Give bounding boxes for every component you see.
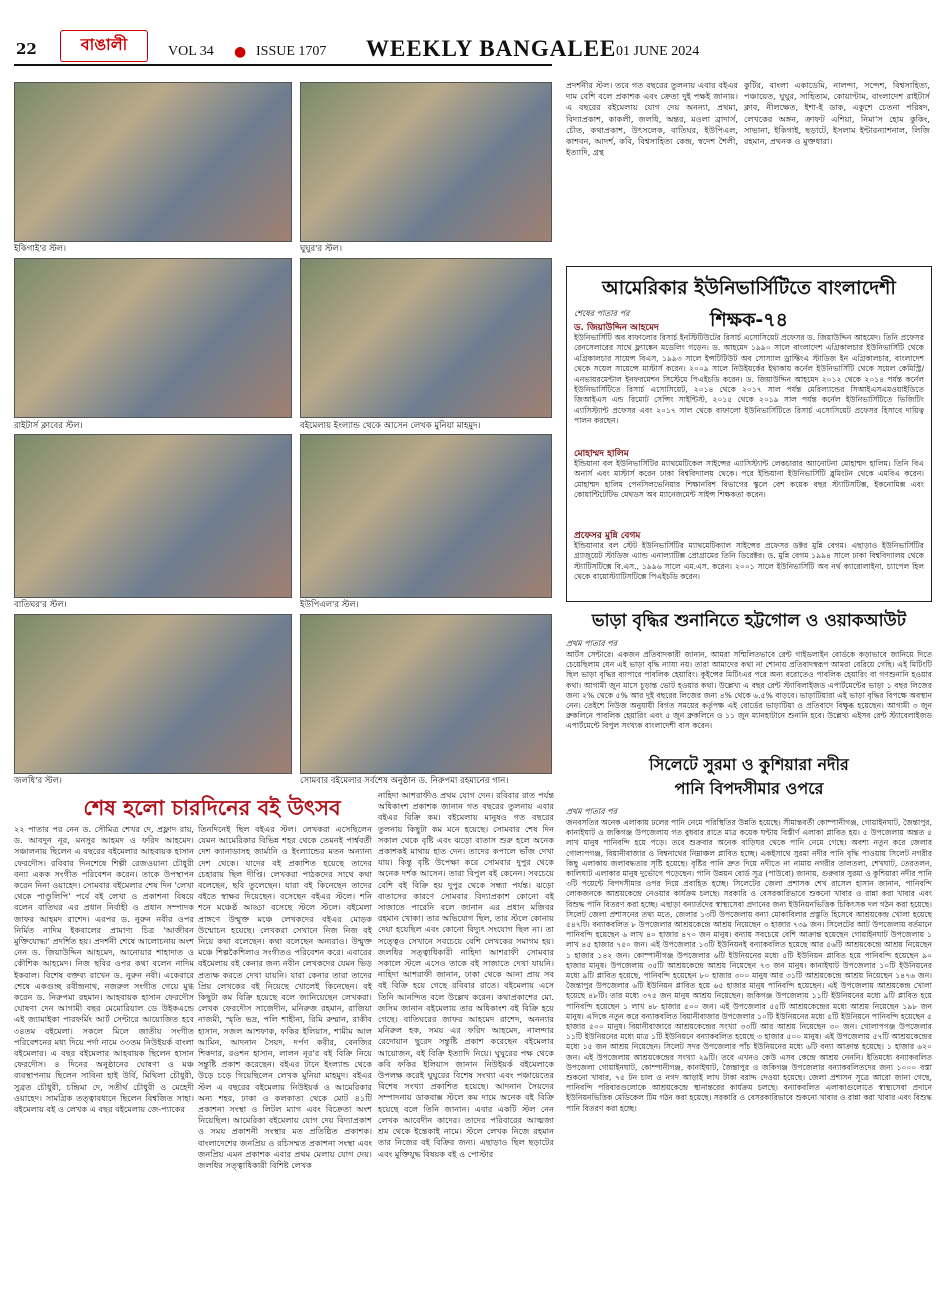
bangalee-logo: বাঙালী <box>60 30 148 62</box>
continued-note: শেষের পাতার পর <box>574 309 630 318</box>
photo-writers-club-stall <box>14 258 292 418</box>
book-fair-column-1: ২২ পাতার পর নেন ড. সৌমিত্র শেখর দে, প্রফ্লাদ রায়, ড. আবদুন নূর, মনসুর আহমদ ও ফরিদ আহমেদ। সঞ্চালনায় ছিলেন এ বছরের বইমেলার আহবায়ক হাসান ফেরদৌস। রবিবার দিনশেষে শিল্পী রেজওয়ানা চৌধুরী বন্যা একক সংগীত পরিবেশন করেন। তাকে উপস্থাপন করেন নিনা ওয়াহেদ। সোমবার বইমেলার শেষ দিন 'লেখা থেকে পাণ্ডুলিপি' পর্বে বই লেখা ও প্রকাশনা বিষয়ে বলেন বাতিঘর এর প্রধান নির্বাহী ও প্রধান সম্পাদক জাফর আহমদ রাশেদ। এরপর ড. নুরুন নবীর ওপর নির্মিত নাদিম ইকবালের প্রামাণ্য চিত্র 'আজীবন মুক্তিযোদ্ধা' প্রদর্শিত হয়। প্রদর্শনী শেষে আলোচনায় অংশ নেন ড. জিয়াউদ্দিন আহমেদ, আনোয়ার শাহাদাত ও কৌশিক আহমেদ। নিজ ছবির ওপর কথা বলেন নাদিম ইকবাল। বিশেষ বক্তব্য রাখেন ড. নুরুন নবী। একেবারে শেষে একগুচ্ছ রবীন্দ্রনাথ, নজরুল সংগীত গেয়ে মুগ্ধ করেন ড. নিরুপমা রহমান। আহবায়ক হাসান ফেরদৌস ঘোষণা দেন আগামী বছর মেমোরিয়াল ডে উইকএন্ডে এই জ্যামাইকা পারফর্মিং আর্ট সেন্টারে আয়োজিত হবে ৩৪তম বইমেলা। সকলে মিলে জাতীয় সংগীত পরিবেশনের মধ্য দিয়ে পর্দা নামে ৩৩তম নিউইয়র্ক বাংলা বইমেলার। এ বছর বইমেলার আহবায়ক ছিলেন হাসান ফেরদৌস। ৪ দিনের অনুষ্ঠানের ঘোষণা ও মঞ্চ ব্যবস্থাপনায় ছিলেন সাবিনা হাই উর্বি, মিথিলা চৌধুরী, সুব্রত চৌধুরী, চন্দ্রিমা দে, সতীর্থ চৌধুরী ও মেহেদী ওয়াহেদ। সামগ্রিক তত্ত্বাবধানে ছিলেন বিশ্বজিত সাহা। বইমেলায় বই ও লেখক এ বছর বইমেলায় জে-প্যাকের <box>14 824 194 1115</box>
flood-headline-line-2: পানি বিপদসীমার ওপরে <box>674 779 824 798</box>
photo-caption: জলধি'র স্টল। <box>14 776 62 786</box>
photo-author-munia <box>300 258 552 418</box>
volume-label: VOL 34 <box>168 44 214 59</box>
book-fair-headline: শেষ হলো চারদিনের বই উৎসব <box>83 796 341 820</box>
book-fair-column-2: তিনদিনেই ছিল বইএর স্টল। লেখকরা এসেছিলেন যেমন আমেরিকার বিভিন্ন শহর থেকে তেমনই পার্শ্ববর্তী দেশ ক্যানাডাসহ জার্মানি ও ইংল্যান্ডের মতন অন্যান্য দেশ থেকে। যাদের বই প্রকাশিত হয়েছে তাদের চেহারায় ছিল দীপ্তি। লেখকরা পাঠকদের সাথে কথা বলেছেন, ছবি তুলেছেন। যারা বই কিনেছেন তাদের বইতে স্বাক্ষর দিয়েছেন। বসেছেন বইএর স্টলে। শনি শনে মঞ্চের্ষ্ঠ আড্ডা বসেছে স্টলে স্টলে। বইমেলা প্রাঙ্গণে উন্মুক্ত মঞ্চে লেখকদের বইএর মোড়ক উন্মোচন হয়েছে। লেখকরা সেখানে নিজ নিজ বই নিয়ে কথা বলেছেন। কথা বলেছেন অন্যরাও। উন্মুক্ত মঞ্চে শিল্পকৈশিলাও সংগীতও পরিবেশন করে। এবারের বইমেলায় বই কেনার জন্য নবীন লেখকদের যেমন ভিড় প্রত্যক্ষ করতে দেখা যায়নি। যারা কেনার তারা তাদের প্রিয় লেখকের বই নিয়েছে খোলেই কিনেছেন। বই কিছুটা কম বিক্রি হয়েছে বলে জানিয়েছেন লেখকরা। লেখক ফেরদৌস সাজেদীন, মনিরুজ রহমান, রাজিয়া নাজমী, স্মৃতি ভদ্র, পলি শাহীনা, রিমি রুম্মান, রাকীব হাসান, সজল আশফাক, ফকির ইলিয়াস, শামীম আল আমিন, আদনান সৈয়দ, দর্পণ কবীর, বেনজির শিকদার, রওশন হাসান, লালন নূর'র বই বিক্রি নিয়ে সন্তুষ্টি প্রকাশ করেছেন। বইএর টানে ইংল্যান্ড থেকে উড়ে চড়ে গিয়েছিলেন লেখক মুনিয়া মাহমুদ। বইএর স্টল এ বছরের বইমেলায় নিউইয়র্ক ও আমেরিকার অন্য শহর, ঢাকা ও কলকাতা থেকে মোট ৪১টি প্রকাশনা সংস্থা ও লিটল ম্যাগ এবং বিক্রেতা অংশ নিয়েছিল। আমেরিকা বইমেলায় যোগ দেয় বিদ্যাপ্রকাশ ও সময় প্রকাশনী সংস্থার মত প্রতিষ্ঠিত প্রকাশক। বাংলাদেশের জনপ্রিয় ও রচিসম্মত প্রকাশনা সংস্থা এবং জনপ্রিয় এমন প্রকাশক এবার প্রথম মেলায় যোগ দেয়। জলধির সত্ত্বাধিকারী বিশিষ্ট লেখক <box>198 824 372 1171</box>
photo-caption: ইউপিএল'র স্টল। <box>300 600 359 610</box>
profile-name: ড. জিয়াউদ্দিন আহমেদ <box>574 323 659 333</box>
book-fair-column-3: নাহিদা আশরাফীও প্রথম যোগ দেন। রবিবার রাত পর্যন্ত অধিকাংশ প্রকাশক জানান গত বছরের তুলনায় এবার বইএর বিক্রি কম। বইমেলায় মানুষও গত বছরের তুলনায় কিছুটা কম মনে হয়েছে। সোমবার শেষ দিন সকাল থেকে বৃষ্টি এবং ঝড়ো বাতাস শুরু হলে অনেক প্রকাশকই মাথায় হাত দেন। তাদের কপালে ভাঁজ দেখা যায়। কিন্তু বৃষ্টি উপেক্ষা করে সোমবার দুপুর থেকে অনেক দর্শক আসেন। তারা বিপুল বই কেনেন। সবচেয়ে বেশি বই বিক্রি হয় দুপুর থেকে সন্ধ্যা পর্যন্ত। ঝড়ো বাতাসের কারণে সোমবার বিদ্যাপ্রকাশ কোনো বই সাজাতে পারেনি বলে জানান এর প্রধান মজিবর রহমান খোকা। তার অভিযোগ ছিল, তার স্টলে কোনায় দেয়া হয়েছিল এবং কোনো বিদ্যুৎ সংযোগ ছিল না। তা সত্ত্বেও সেখানে সবচেয়ে বেশি লেখকের সমাগম হয়। জলধির সত্ত্বাধিকারী নাহিদা আশরাফী সোমবার সকালে স্টলে এসেও তাকে বই সাজাতে দেখা যায়নি। নাহিদা আশরাফী জানান, ঢাকা থেকে আনা প্রায় সব বই বিক্রি হয়ে গেছে রবিবার রাতে। বইমেলায় এসে তিনি আনন্দিত বলে উল্লেখ করেন। কথাপ্রকাশের মো. জসিম জানান বইমেলায় তার অধিকাংশ বই বিক্রি হয়ে গেছে। বাতিঘরের জাফর আহমেদ রাশেদ, অনন্যার মনিরুল হক, সময় এর ফরিদ আহমেদ, নালন্দার রেদোয়ান ছুরেদ সন্তুষ্টি প্রকাশ করেছেন বইমেলার আয়োজন, বই বিক্রি ইত্যাদি নিয়ে। ঘুঘুরের পক্ষ থেকে কবি ফকির ইলিয়াস জানান নিউইয়র্ক বইমেলাকে উপলক্ষ করেই ঘুঘুরের বিশেষ সংখ্যা এবং পঞ্চায়েতের বিশেষ সংখ্যা প্রকাশিত হয়েছে। আদনান সৈয়দের সম্পাদনায় ডাকবাক্স স্টলে কম দামে অনেক বই বিক্রি হয়েছে বলে তিনি জানান। এবার একটি স্টল নেন লেখক আবেদীন কাদের। তাদের পরিবারের আত্মজা শ্রম থেকে ইন্তেকাই নামে। স্টলে লেখক নিজে রহমান তার নিজের বই বিক্রির জন্য। এছাড়াও ছিল ছড়াটের এবং মুক্তিযুদ্ধ বিষয়ক বই ও পোস্টার <box>378 790 554 1159</box>
photo-caption: বইমেলায় ইংল্যান্ড থেকে আসেন লেখক মুনিয়া মাহমুদ। <box>300 421 481 431</box>
book-fair-column-4: প্রদর্শনীর স্টল। তবে গত বছরের তুলনায় এবার বইএর দাম বেশি বলে প্রকাশক এবং ক্রেতা দুই পক্ষই জানায়। এ বছরের বইমেলায় যোগ দেয় অনন্যা, প্রথমা, বিদ্যাপ্রকাশ, কাকলী, জলধি, অন্তর, মওলা ব্রাদার্স, চৌত, কথাপ্রকাশ, উৎসলেক, বাতিঘর, ইউপিএল, কাশবন, আদর্শ, কবি, বিশ্বসাহিত্য কেন্দ্র, স্বদেশ শৈলী, ইত্যাদি, গ্রন্থ <box>566 80 738 158</box>
photo-upl-stall <box>300 434 552 598</box>
photo-ghughur-stall <box>300 82 552 242</box>
flood-headline-line-1: সিলেটে সুরমা ও কুশিয়ারা নদীর <box>649 755 849 774</box>
photo-ikigai-stall <box>14 82 292 242</box>
photo-caption: ইকিগাই'র স্টল। <box>14 244 67 254</box>
photo-caption: রাইটার্স ক্লাবের স্টল। <box>14 421 83 431</box>
bullet-dot-icon: ● <box>234 44 247 60</box>
photo-caption: ঘুঘুর'র স্টল। <box>300 244 342 254</box>
masthead <box>0 0 945 64</box>
profile-name: মোহাম্মদ হালিম <box>574 449 629 459</box>
photo-batighar-stall <box>14 434 292 598</box>
profile-body: ইউনিভার্সিটি অব বাফালোর রিসার্চ ইনস্টিটিউটের রিসার্চ এসোসিয়েট প্রফেসর ড. জিয়াউদ্দিন আহমেদ। তিনি প্রফেসর রেনসেলারের সাথে ফ্ল্যাঙ্কেন মডেলিং গড়েন। ড. আহমেদ ১৯৯০ সালে বাংলাদেশ এগ্রিকালচার ইউনিভার্সিটি থেকে এগ্রিকালচার সায়েন্স বিএস, ১৯৯৩ সালে ইন্সটিটিউট অব সোস্যাল ড্রাফ্টিংএ স্টাডিজ ইন এগ্রিকালচার, বাংলাদেশ থেকে সয়েল সায়েন্সে মাস্টার্স করেন। ২০০৯ সালে নিউইয়র্কের ইথাকায় কর্নেল ইউনিভার্সিটি থেকে সয়েল কেমিস্ট্রি/ এনভায়রমেন্টাল ইনফরমেশন সিস্টেমে পিএইচডি করেন। ড. জিয়াউদ্দিন আহমেদ ২০১২ থেকে ২০১৪ পর্যন্ত কর্নেল ইউনিভার্সিটিতে রিসার্চ এসোসিয়েট, ২০১৪ থেকে ২০১৭ সাল পর্যন্ত মেরিল্যান্ডের সিআইএসএমওয়াইডিতে জিআইএস এন্ড রিমোট সেন্সিং সাইন্টিস্ট, ২০১৫ থেকে ২০১৯ সাল পর্যন্ত কর্নেল ইউনিভার্সিটিতে ভিজিটিং এ্যাসিস্ট্যান্ট প্রফেসর এবং ২০১৭ সাল থেকে বাফালো ইউনিভার্সিটিতে রিসার্চ এসোসিয়েট প্রফেসর হিসাবে দায়িত্ব পালন করছেন। <box>574 333 924 426</box>
flood-body: জনবসতির অনেক এলাকায় ঢলের পানি নেমে পরিস্থিতির উন্নতি হয়েছে। সীমান্তবর্তী কোম্পানীগঞ্জ, গোয়াইনঘাট, জৈন্তাপুর, কানাইঘাট ও জকিগঞ্জ উপজেলায় গত বুধবার রাতে মাত্র কয়েক ঘন্টায় বিস্তীর্ণ এলাকা প্লাবিত হয়। ৫ উপজেলায় অন্তত ৫ লাখ মানুষ পানিবন্দি হয়ে পড়ে। তবে শুক্রবার অনেক বাড়িঘর থেকে পানি নেমে গেছে। অবশ্য নতুন করে জেলার গোলাপগঞ্জ, বিয়ানীবাজার ও বিশ্বনাথের নিম্নাঞ্চল প্লাবিত হচ্ছে। একইসাথে সুরমা নদীর পানি বৃদ্ধি পাওয়ায় সিলেট নগরীর কিছু এলাকায় জলাবদ্ধতার সৃষ্টি হয়েছে। বৃষ্টির পানি দ্রুত দিয়ে নদীতে না নামায় নগরীর তালতলা, শেখঘাট, তেরতলন, কালিঘাট এলাকার মানুষ দুর্ভোগে পড়েছেন। পানি উন্নয়ন বোর্ড সূত্র (পাউবো) জানায়, গুরুবার সুরমা ও কুশিয়ারা নদীর পানি ৩টি পয়েন্টে বিপদসীমার ওপর দিয়ে প্রবাহিত হচ্ছে। সিলেটের জেলা প্রশাসক শেখ রাসেল হাসান জানান, পানিবন্দি লোকজনকে আশ্রয়কেন্দ্রে নেওয়ার কার্যক্রম চলছে। সরকারি ও বেসরকারিভাবে শুকনো খাবার ও রান্না করা খাবার এবং বিশুদ্ধ পানি বিতরণ করা হচ্ছে। এছাড়া বন্যার্তদের স্বাস্থ্যসেবা প্রদানের জন্য ইউনিয়নভিত্তিক চিকিৎসক দল গঠন করা হয়েছে। সিলেট জেলা প্রশাসনের তথ্য মতে, জেলার ১৩টি উপজেলায় বন্যা মোকাবিলার প্রস্তুতি হিসেবে আশ্রয়কেন্দ্র খোলা হয়েছে ৫৪৭টি। বন্যাকবলিত ৮ উপজেলার আশ্রয়কেন্দ্রে আশ্রয় নিয়েছেন ৩ হাজার ৭৩৯ জন। সিলেটের আট উপজেলায় বর্তমানে পানিবন্দি হয়েছেন ৬ লাখ ৪০ হাজার ৪৭০ জন মানুষ। বন্যায় সবচেয়ে বেশি আক্রান্ত হয়েছেন গোয়াইনঘাট উপজেলায় ১ লাখ ৪৫ হাজার ৭৫০ জন। এই উপজেলার ১৩টি ইউনিয়নই বন্যাকবলিত হয়েছে আর ৫৬টি আশ্রয়কেন্দ্রে আশ্রয় নিয়েছেন ১ হাজার ১৪২ জন। কোম্পানীগঞ্জ উপজেলার ৬টি ইউনিয়নের মধ্যে ৫টি ইউনিয়ন প্লাবিত হয়ে পানিবন্দি হয়েছেন ৯০ হাজার মানুষ। উপজেলায় ৩৫টি আশ্রয়কেন্দ্রে আশ্রয় নিয়েছেন ৭৩ জন মানুষ। কানাইঘাট উপজেলার ১০টি ইউনিয়নের মধ্যে ৯টি প্লাবিত হয়েছে, পানিবন্দি হয়েছেন ৮০ হাজার ৩০০ মানুষ আর ৩১টি আশ্রয়কেন্দ্রে আশ্রয় নিয়েছেন ১৪৭৬ জন। জৈন্তাপুর উপজেলার ৬টি ইউনিয়ন প্লাবিত হয়ে ৬৫ হাজার মানুষ পানিবন্দি হয়েছেন। এই উপজেলায় আশ্রয়কেন্দ্র খোলা হয়েছে ৪৮টি। তার মধ্যে ৩৭৫ জন মানুষ আশ্রয় নিয়েছেন। জকিগঞ্জ উপজেলায় ১১টি ইউনিয়নের মধ্যে ৯টি প্লাবিত হয়ে পানিবন্দি হয়েছেন ১ লাখ ৪৮ হাজার ৫০০ জন। এই উপজেলার ৫৫টি আশ্রয়কেন্দ্রের মধ্যে আশ্রয় নিয়েছেন ১৯৮ জন মানুষ। এদিকে নতুন করে বন্যাকবলিত বিয়ানীবাজার উপজেলার ১০টি ইউনিয়নের মধ্যে ৫টি ইউনিয়নে পানিবন্দি হয়েছেন ৫ হাজার ৫০০ মানুষ। বিয়ানীবাজারে আশ্রয়কেন্দ্রের সংখ্যা ৩৩টি আর আশ্রয় নিয়েছেন ৩০ জন। গোলাপগঞ্জ উপজেলার ১১টি ইউনিয়নের মধ্যে মাত্র ১টি ইউনিয়নে বন্যাকবলিত হয়েছে ৩ হাজার ৫০০ মানুষ। এই উপজেলায় ৫৭টি আশ্রয়কেন্দ্রের মধ্যে ১৫ জন আশ্রয় নিয়েছেন। সিলেট সদর উপজেলার পাঁচ ইউনিয়নের মধ্যে ৬টি বন্যা আক্রান্ত হয়েছে। ১ হাজার ৬২০ জন। এই উপজেলায় আশ্রয়কেন্দ্রের সংখ্যা ২৯টি। তবে এখনও কেউ এসব কেন্দ্রে আশ্রয় নেননি। ইতিমধ্যে বন্যাকবলিত উপজেলা গোয়াইনঘাট, কোম্পানীগঞ্জ, কানাইঘাট, জৈন্তাপুর ও জকিগঞ্জ উপজেলার বন্যাকবলিতদের জন্য ১০০০ বস্তা শুকনো খাবার, ৭৫ টন চাল ও নগদ আড়াই লাখ টাকা বরাদ্দ দেওয়া হয়েছে। জেলা প্রশাসন সূত্রে আরো জানা গেছে, পানিবন্দি পরিবারগুলোকে আশ্রয়কেন্দ্রে স্থানান্তরের কার্যক্রম চলছে। বন্যাকবলিত এলাকাগুলোতে স্বাস্থ্যসেবা প্রদানে ইউনিয়নভিত্তিক মেডিকেল টিম গঠন করা হয়েছে। সরকারি ও বেসরকারিভাবে শুকনো খাবার ও রান্না করা খাবার এবং বিশুদ্ধ পানি বিতরণ করা হচ্ছে। <box>566 818 932 1113</box>
professor-series-headline: আমেরিকার ইউনিভার্সিটিতে বাংলাদেশী শিক্ষক-৭৪ <box>602 277 896 331</box>
photo-joladhi-stall <box>14 614 292 774</box>
continued-note: প্রথম পাতার পর <box>566 639 617 648</box>
profile-name: প্রফেসর মুন্নি বেগম <box>574 531 641 541</box>
fare-hike-body: আর্টস সেন্টারে। একজন প্রতিবাদকারী জানান, আমরা সম্মিলিতভাবে রেন্ট গাইডলাইন বোর্ডকে কড়াভাবে জানিয়ে দিতে চেয়েছিলাম যেন এই ভাড়া বৃদ্ধি ন্যায্য নয়। তারা আমাদের কথা না শোনায় প্রতিবাদস্বরূপ আমরা বেরিয়ে গেছি। এই মিটিংটি ছিল ভাড়া বৃদ্ধির ব্যাপারে পাবলিক হেয়ারিং। কুইন্সের মিটিংএর পরে অন্য বরোতেও পাবলিক হেয়ারিং বা গণশুনানি হওয়ার কথা। আগামী জুন মাসে চূড়ান্ত ভোট হওয়ার কথা। উল্লেখ্য এ বছর রেন্ট স্ট্যাবিলাইজড এপার্টমেন্টের ভাড়া ১ বছর লিজের জন্য ২% থেকে ৫% আর দুই বছরের লিজের জন্য ৪% থেকে ৬.৫% বাড়বে। ভাড়াটিয়ারা এই ভাড়া বৃদ্ধির বিপক্ষে অবস্থান নেন। তেইশে নিউজ অনুযায়ী বিগত সময়ের কর্তৃপক্ষ এই বোর্ডের ভাড়াটিয়া ও প্রতিবাদে বিক্ষুব্ধ হয়েছেন। আগামী ৩ জুন ব্রুকলিনে পাবলিক হেয়ারিং এবং ৫ জুন ব্রুকলিনে ও ১১ জুন ম্যানহাটানে শুনানি হবে। উল্লেখ্য এইসব রেন্ট স্ট্যাবেলাইজড এপার্টমেন্টে বিপুল সংখ্যক বাংলাদেশী বাস করেন। <box>566 650 932 731</box>
issue-date: 01 JUNE 2024 <box>616 44 700 59</box>
continued-note: প্রথম পাতার পর <box>566 807 617 816</box>
paper-name: WEEKLY BANGALEE <box>366 36 617 61</box>
issue-label: ISSUE 1707 <box>256 44 327 59</box>
book-fair-column-5: কুটির, বাংলা একাডেমি, নালন্দা, সন্দেশ, বিশ্বসাহিত্য, পঞ্চায়েত, ঘুঘুর, সাহিত্যম, কোয়াণ্টাম, বাংলাদেশ রাইটার্স ক্লাব, নীলক্ষেত, ইশা-ই ডাক, একুশে চেতনা পরিষদ, লেখকের অঙ্গন, ক্রাফট এশিয়া, নিমা'স হোম কুকিং, সাভানা, ইকিগাই, ছড়াটে, ইসলাম ইন্টারন্যাশনাল, লিজি রহমান, প্রথনক ও মুক্তধারা। <box>744 80 930 147</box>
photo-caption: বাতিঘর'র স্টল। <box>14 600 67 610</box>
profile-body: ইন্ডিয়ানার বল স্টেট ইউনিভার্সিটির ম্যাথমেটিক্যাল সাইন্সের প্রফেসর ডক্টর মুন্নি বেগম। এছাড়াও ইউনিভার্সিটির গ্র্যাজুয়েট স্টাডিজ এ্যান্ড এনাল্যাটিক্স প্রোগ্রামের তিনি ডিরেক্টর। ড. মুন্নি বেগম ১৯৯৪ সালে ঢাকা বিশ্ববিদ্যালয় থেকে স্ট্যাটিসটিক্সে বি.এস., ১৯৯৬ সালে এম.এস. করেন। ২০০১ সালে ইউনিভার্সিটি অব নর্থ ক্যারোলাইনা, চ্যাপেল হিল থেকে বায়োস্ট্যাটিসটিক্সে পিএইচডি করেন। <box>574 541 924 582</box>
header-rule <box>14 64 552 66</box>
page-number: 22 <box>16 40 37 58</box>
profile-body: ইন্ডিয়ানা বল ইউনিভার্সিটির ম্যাথমেটিকেল সাইন্সের এ্যাসিস্ট্যান্ট লেকচারার অ্যানোটনা মোহাম্মদ হালিম। তিনি বিএ অনার্স এবং মাস্টার্স করেন ঢাকা বিশ্ববিদ্যালয় থেকে। পরে ইন্ডিয়ানা ইউনিভার্সিটি ব্লুমিংটন থেকে এমবিএ করেন। মোহাম্মদ হালিম পেনসিলভেনিয়ার শিক্ষানবিশ বিভাগের স্কুলে বেশ কয়েক বছর স্ট্যাটিসটিক্স, ইকনোমিক্স এবং কোয়ান্টিটেটিভ মেথডস অব ম্যানেজমেন্ট সাইন্স শিক্ষকতা করেন। <box>574 459 924 500</box>
photo-caption: সোমবার বইমেলার সর্বশেষ অনুষ্ঠান ড. নিরুপমা রহমানের গান। <box>300 776 509 786</box>
photo-nirupama-song <box>300 614 552 774</box>
fare-hike-headline: ভাড়া বৃদ্ধির শুনানিতে হট্টগোল ও ওয়াকআউট <box>591 611 907 631</box>
